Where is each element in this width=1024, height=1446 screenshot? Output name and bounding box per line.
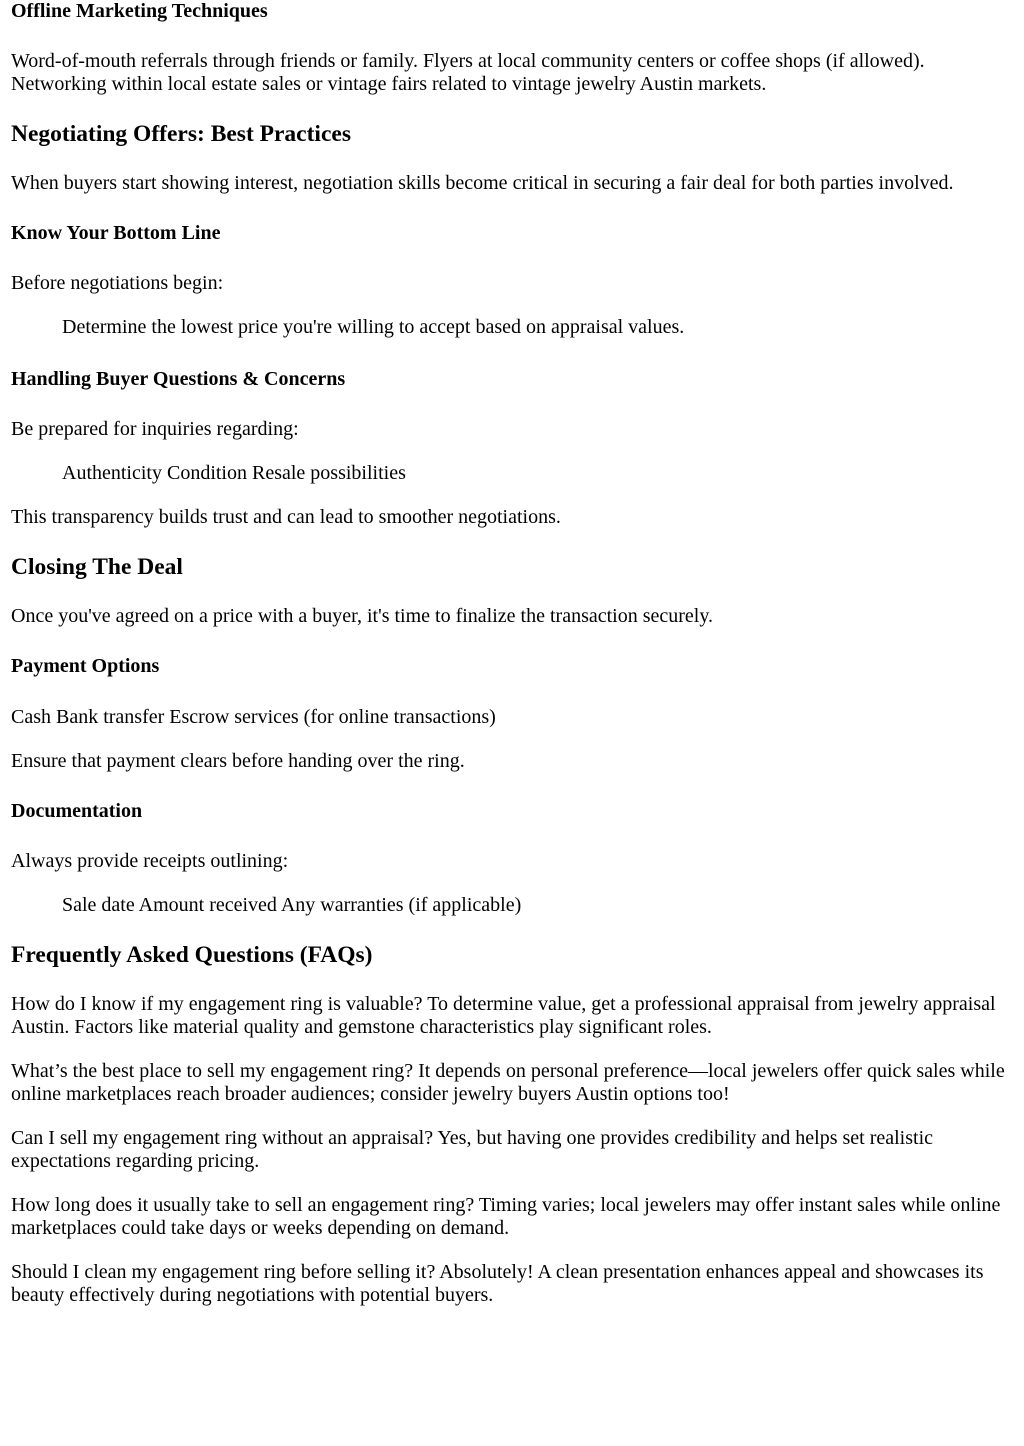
buyer-questions-heading: Handling Buyer Questions & Concerns <box>11 368 346 390</box>
faqs-heading: Frequently Asked Questions (FAQs) <box>11 942 373 968</box>
documentation-item: Sale date Amount received Any warranties (if applicable) <box>62 894 522 916</box>
negotiating-heading: Negotiating Offers: Best Practices <box>11 121 351 147</box>
faq-item: Can I sell my engagement ring without an appraisal? Yes, but having one provides credibility and helps set realistic expectations regarding pricing. <box>11 1127 934 1172</box>
documentation-heading: Documentation <box>11 800 143 822</box>
faq-item: How do I know if my engagement ring is valuable? To determine value, get a professional appraisal from jewelry appraisal Austin. Factors like material quality and gemstone characteristics play significant roles. <box>11 993 996 1038</box>
payment-options-list: Cash Bank transfer Escrow services (for online transactions) <box>11 706 496 728</box>
closing-heading: Closing The Deal <box>11 554 183 580</box>
buyer-questions-item: Authenticity Condition Resale possibilities <box>62 462 406 484</box>
negotiating-intro: When buyers start showing interest, negotiation skills become critical in securing a fair deal for both parties involved. <box>11 172 954 194</box>
offline-marketing-heading: Offline Marketing Techniques <box>11 0 268 22</box>
payment-options-note: Ensure that payment clears before handing over the ring. <box>11 750 465 772</box>
faq-item: Should I clean my engagement ring before selling it? Absolutely! A clean presentation enhances appeal and showcases its beauty effectively during negotiations with potential buyers. <box>11 1261 984 1306</box>
closing-intro: Once you've agreed on a price with a buyer, it's time to finalize the transaction securely. <box>11 605 714 627</box>
documentation-intro: Always provide receipts outlining: <box>11 850 289 872</box>
bottom-line-heading: Know Your Bottom Line <box>11 222 221 244</box>
faq-item: How long does it usually take to sell an engagement ring? Timing varies; local jewelers may offer instant sales while online marketplaces could take days or weeks depending on demand. <box>11 1194 1001 1239</box>
bottom-line-intro: Before negotiations begin: <box>11 272 224 294</box>
bottom-line-item: Determine the lowest price you're willing to accept based on appraisal values. <box>62 316 685 338</box>
faq-item: What’s the best place to sell my engagement ring? It depends on personal preference—local jewelers offer quick sales while online marketplaces reach broader audiences; consider jewelry buyers Austin options too! <box>11 1060 1005 1105</box>
buyer-questions-note: This transparency builds trust and can lead to smoother negotiations. <box>11 506 561 528</box>
buyer-questions-intro: Be prepared for inquiries regarding: <box>11 418 299 440</box>
offline-marketing-text: Word-of-mouth referrals through friends or family. Flyers at local community centers or coffee shops (if allowed). Networking within local estate sales or vintage fairs related to vintage jewelry Austin markets. <box>11 50 925 95</box>
payment-options-heading: Payment Options <box>11 655 160 677</box>
